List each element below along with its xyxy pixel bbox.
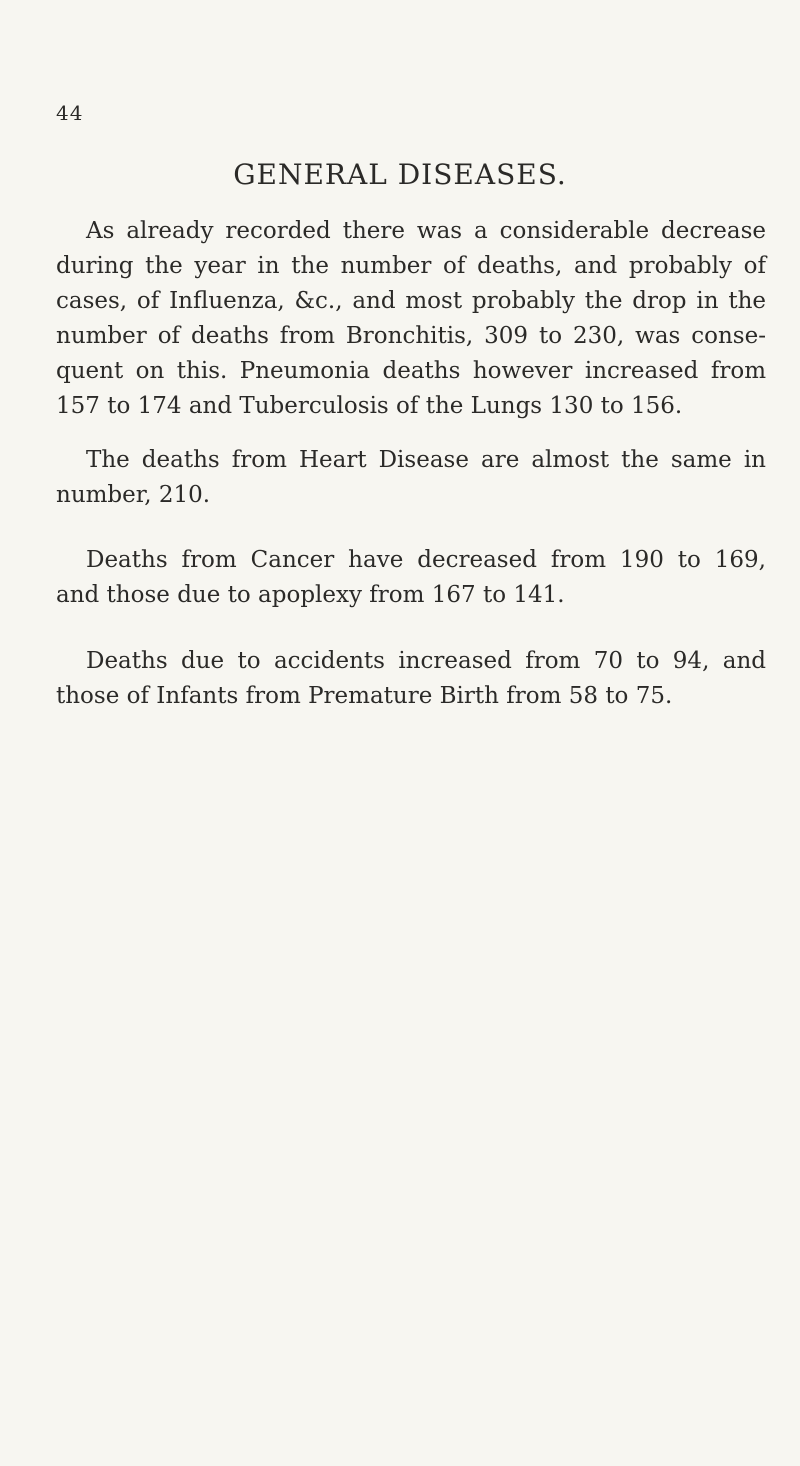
paragraph-cancer-apoplexy — [56, 543, 766, 613]
text-line: during the year in the number of deaths, and probably of — [56, 253, 766, 279]
text-line: 157 to 174 and Tuberculosis of the Lungs 130 to 156. — [56, 393, 683, 419]
text-line: cases, of Influenza, &c., and most probably the drop in the — [56, 288, 766, 314]
paragraph-heart-disease — [56, 443, 766, 513]
section-heading: GENERAL DISEASES. — [233, 158, 567, 191]
text-line: As already recorded there was a considerable decrease — [86, 218, 766, 244]
text-line: and those due to apoplexy from 167 to 141. — [56, 582, 565, 608]
paragraph-accidents-infants — [56, 644, 766, 714]
text-line: The deaths from Heart Disease are almost the same in — [86, 447, 766, 473]
text-line: Deaths from Cancer have decreased from 190 to 169, — [86, 547, 766, 573]
text-line: those of Infants from Premature Birth from 58 to 75. — [56, 683, 673, 709]
paragraph-general-deaths — [56, 214, 766, 424]
text-line: number of deaths from Bronchitis, 309 to 230, was conse- — [56, 323, 766, 349]
text-line: quent on this. Pneumonia deaths however increased from — [56, 358, 766, 384]
page-number: 44 — [56, 101, 84, 125]
text-line: number, 210. — [56, 482, 211, 508]
text-line: Deaths due to accidents increased from 70 to 94, and — [86, 648, 766, 674]
